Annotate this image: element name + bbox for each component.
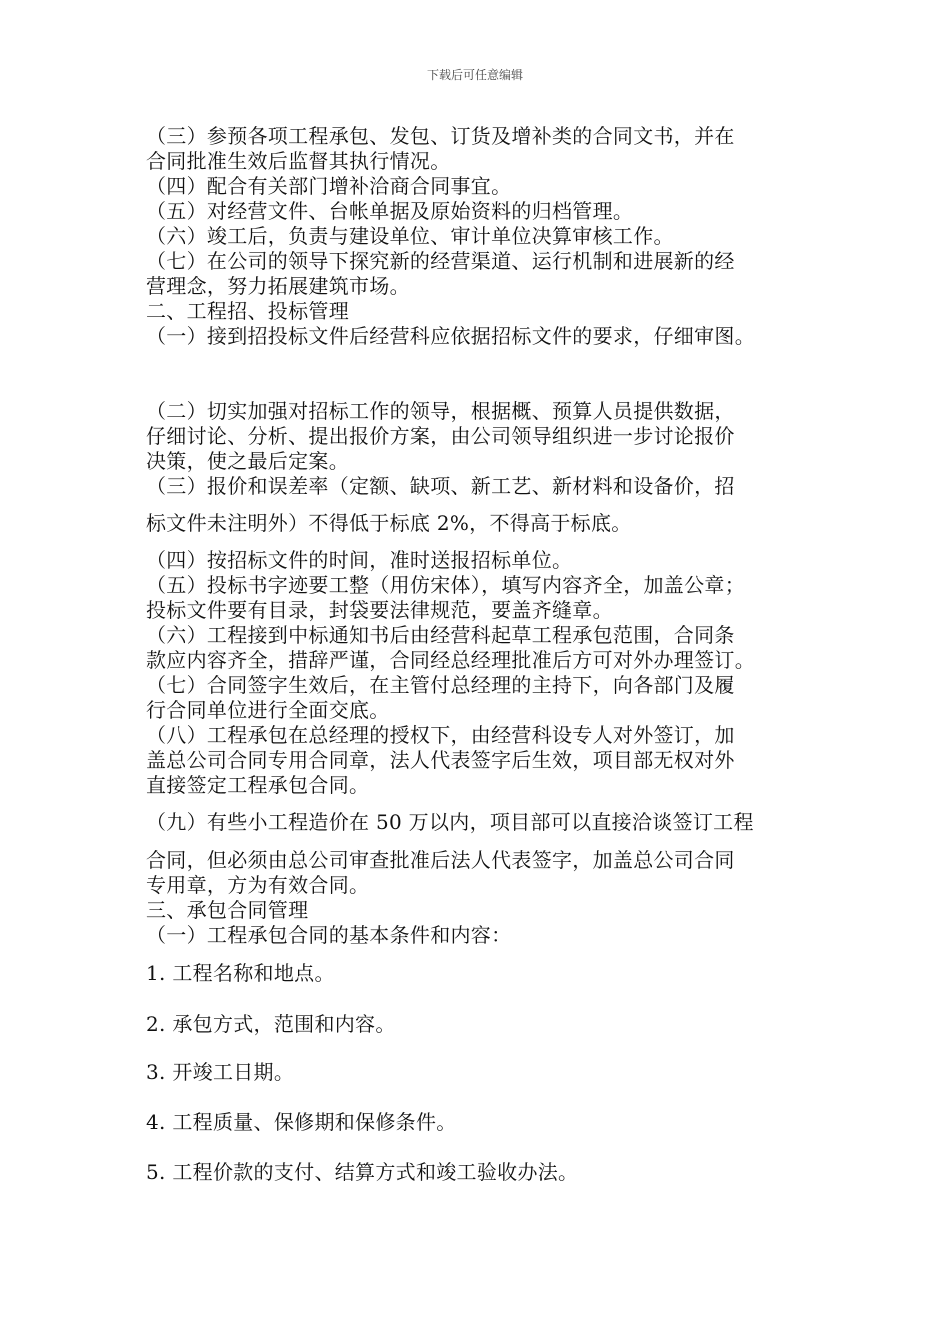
list-item: 1. 工程名称和地点。	[146, 961, 335, 985]
page-header: 下载后可任意编辑	[426, 68, 523, 82]
text-line: 合同，但必须由总公司审查批准后法人代表签字，加盖总公司合同	[146, 848, 735, 872]
text-line: 合同批准生效后监督其执行情况。	[146, 149, 451, 173]
text-line: （一）工程承包合同的基本条件和内容：	[146, 923, 512, 947]
text-line: 盖总公司合同专用合同章，法人代表签字后生效，项目部无权对外	[146, 748, 735, 772]
text-line: （一）接到招投标文件后经营科应依据招标文件的要求，仔细审图。	[146, 324, 755, 348]
text-line: （五）对经营文件、台帐单据及原始资料的归档管理。	[146, 199, 634, 223]
text-line: 直接签定工程承包合同。	[146, 773, 370, 797]
list-item: 2. 承包方式，范围和内容。	[146, 1012, 396, 1036]
text-line: （三）报价和误差率（定额、缺项、新工艺、新材料和设备价，招	[146, 474, 735, 498]
text-line: 专用章，方为有效合同。	[146, 873, 370, 897]
section-heading: 三、承包合同管理	[146, 898, 309, 922]
text-line: 营理念，努力拓展建筑市场。	[146, 274, 410, 298]
list-item: 5. 工程价款的支付、结算方式和竣工验收办法。	[146, 1160, 579, 1184]
text-line: 标文件未注明外）不得低于标底 2%，不得高于标底。	[146, 511, 632, 535]
list-item: 3. 开竣工日期。	[146, 1060, 295, 1084]
list-item: 4. 工程质量、保修期和保修条件。	[146, 1110, 457, 1134]
text-line: （四）配合有关部门增补洽商合同事宜。	[146, 174, 512, 198]
text-line: 仔细讨论、分析、提出报价方案，由公司领导组织进一步讨论报价	[146, 424, 735, 448]
text-line: 投标文件要有目录，封袋要法律规范，要盖齐缝章。	[146, 598, 613, 622]
text-line: （六）竣工后，负责与建设单位、审计单位决算审核工作。	[146, 224, 674, 248]
text-line: （六）工程接到中标通知书后由经营科起草工程承包范围，合同条	[146, 623, 735, 647]
text-line: （八）工程承包在总经理的授权下，由经营科设专人对外签订，加	[146, 723, 735, 747]
text-line: 行合同单位进行全面交底。	[146, 698, 390, 722]
section-heading: 二、工程招、投标管理	[146, 299, 349, 323]
text-line: 决策，使之最后定案。	[146, 449, 349, 473]
text-line: （二）切实加强对招标工作的领导，根据概、预算人员提供数据，	[146, 399, 735, 423]
text-line: （九）有些小工程造价在 50 万以内，项目部可以直接洽谈签订工程	[146, 810, 754, 834]
text-line: （七）在公司的领导下探究新的经营渠道、运行机制和进展新的经	[146, 249, 735, 273]
text-line: （五）投标书字迹要工整（用仿宋体），填写内容齐全，加盖公章；	[146, 573, 745, 597]
text-line: （七）合同签字生效后，在主管付总经理的主持下，向各部门及履	[146, 673, 735, 697]
text-line: 款应内容齐全，措辞严谨，合同经总经理批准后方可对外办理签订。	[146, 648, 755, 672]
text-line: （四）按招标文件的时间，准时送报招标单位。	[146, 548, 573, 572]
text-line: （三）参预各项工程承包、发包、订货及增补类的合同文书，并在	[146, 124, 735, 148]
